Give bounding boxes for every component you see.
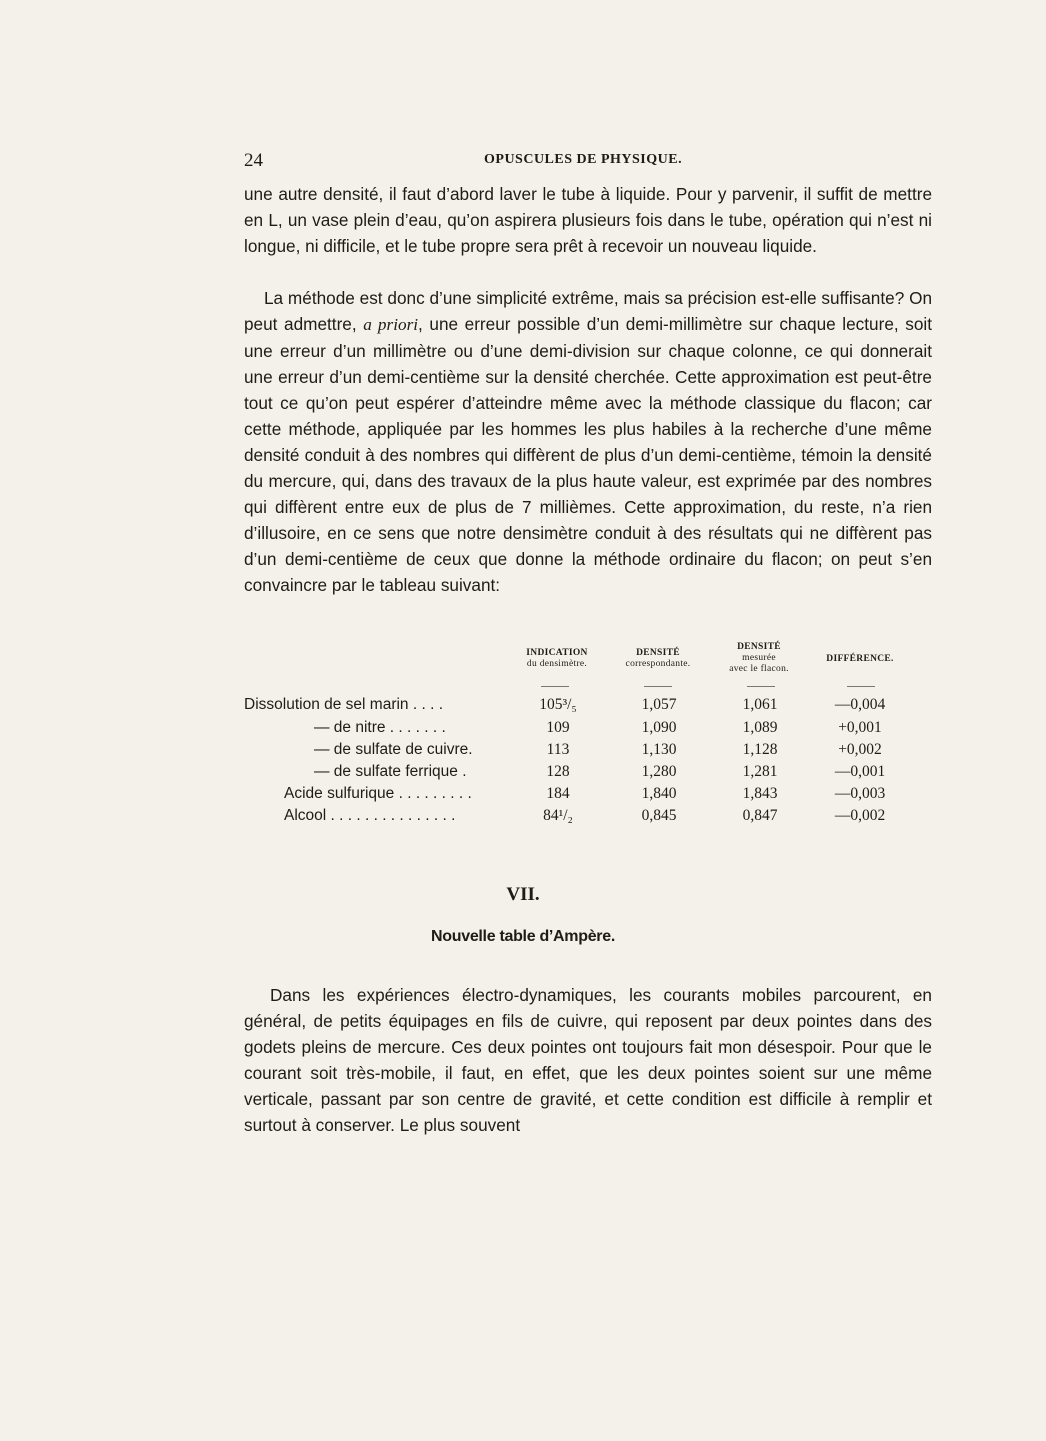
header-indication-sub: du densimètre. [526,659,588,669]
cell-difference: +0,002 [838,741,882,758]
header-densite-sub: correspondante. [625,659,691,669]
header-densite-main: DENSITÉ [636,648,680,658]
paragraph-2-text-a: La méthode est donc d’une simplicité extrême, mais sa précision est-elle suffisante? On peut admettre, [244,288,932,334]
row-label: — de sulfate ferrique . [314,763,467,780]
paragraph-2 [244,285,932,598]
cell-densite: 1,090 [641,719,677,736]
header-densite [609,648,707,670]
table-row [244,739,944,761]
cell-difference: —0,004 [834,696,886,713]
cell-indication: 105³/₅ [539,696,577,713]
cell-mesuree: 1,843 [742,785,778,802]
header-rule [644,686,672,687]
section-number: VII. [506,884,540,905]
cell-indication: 184 [546,785,570,802]
cell-indication: 128 [546,763,570,780]
header-difference-main: DIFFÉRENCE. [826,654,894,664]
table-row [244,717,944,739]
header-densite-mesuree [710,642,808,675]
cell-mesuree: 0,847 [742,807,778,824]
page-number: 24 [244,150,263,171]
section-title: Nouvelle table d’Ampère. [431,928,615,945]
header-indication [508,648,606,670]
header-difference [810,654,910,665]
cell-densite: 1,057 [641,696,677,713]
table-row [244,761,944,783]
cell-densite: 0,845 [641,807,677,824]
paragraph-3 [244,982,932,1138]
cell-densite: 1,840 [641,785,677,802]
cell-indication: 109 [546,719,570,736]
table-row [244,694,944,716]
density-table [244,636,944,836]
table-row [244,783,944,805]
cell-difference: —0,002 [834,807,886,824]
cell-mesuree: 1,128 [742,741,778,758]
cell-densite: 1,280 [641,763,677,780]
table-row [244,805,944,827]
header-mesuree-sub2: avec le flacon. [729,664,789,674]
page-header [244,150,932,172]
paragraph-2-text-b: , une erreur possible d’un demi-millimètre sur chaque lecture, soit une erreur d’un millimètre ou d’une demi-division sur chaque colonne, ce qui donnerait une erreur d’un demi-centième sur la densité cherchée. Cette approximation est peut-être tout ce qu’on peut espérer d’atteindre même avec la méthode classique du flacon; car cette méthode, appliquée par les hommes les plus habiles à la recherche d’une même densité conduit à des nombres qui diffèrent de plus d’un demi-centième, témoin la densité du mercure, qui, dans des travaux de la plus haute valeur, est exprimée par des nombres qui diffèrent entre eux de plus de 7 millièmes. Cette approximation, du reste, n’a rien d’illusoire, en ce sens que notre densimètre conduit à des résultats qui ne diffèrent pas d’un demi-centième de ceux que donne la méthode ordinaire du flacon; on peut s’en convaincre par le tableau suivant: [244,314,932,595]
cell-indication: 113 [546,741,570,758]
row-label: — de nitre . . . . . . . [314,719,446,736]
header-rule [847,686,875,687]
cell-densite: 1,130 [641,741,677,758]
header-indication-main: INDICATION [526,648,588,658]
cell-mesuree: 1,281 [742,763,778,780]
row-label: — de sulfate de cuivre. [314,741,473,758]
paragraph-2-italic: a priori [363,315,419,334]
cell-difference: —0,003 [834,785,886,802]
row-label: Acide sulfurique . . . . . . . . . [284,785,472,802]
cell-mesuree: 1,089 [742,719,778,736]
running-head: OPUSCULES DE PHYSIQUE. [484,152,683,167]
header-mesuree-main: DENSITÉ [737,642,781,652]
row-label: Alcool . . . . . . . . . . . . . . . [284,807,456,824]
paragraph-3-text: Dans les expériences électro-dynamiques, les courants mobiles parcourent, en général, de petits équipages en fils de cuivre, qui reposent par deux pointes dans des godets pleins de mercure. Ces deux pointes ont toujours fait mon désespoir. Pour que le courant soit très-mobile, il faut, en effet, que les deux pointes soient sur une même verticale, passant par son centre de gravité, et cette condition est difficile à remplir et surtout à conserver. Le plus souvent [244,985,932,1135]
header-rule [747,686,775,687]
cell-difference: +0,001 [838,719,882,736]
cell-difference: —0,001 [834,763,886,780]
header-rule [541,686,569,687]
header-mesuree-sub: mesurée [742,653,776,663]
row-label: Dissolution de sel marin . . . . [244,696,443,713]
cell-indication: 84¹/₂ [543,807,573,824]
cell-mesuree: 1,061 [742,696,778,713]
paragraph-1: une autre densité, il faut d’abord laver le tube à liquide. Pour y parvenir, il suffit de mettre en L, un vase plein d’eau, qu’on aspirera plusieurs fois dans le tube, opération qui n’est ni longue, ni difficile, et le tube propre sera prêt à recevoir un nouveau liquide. [244,184,932,256]
